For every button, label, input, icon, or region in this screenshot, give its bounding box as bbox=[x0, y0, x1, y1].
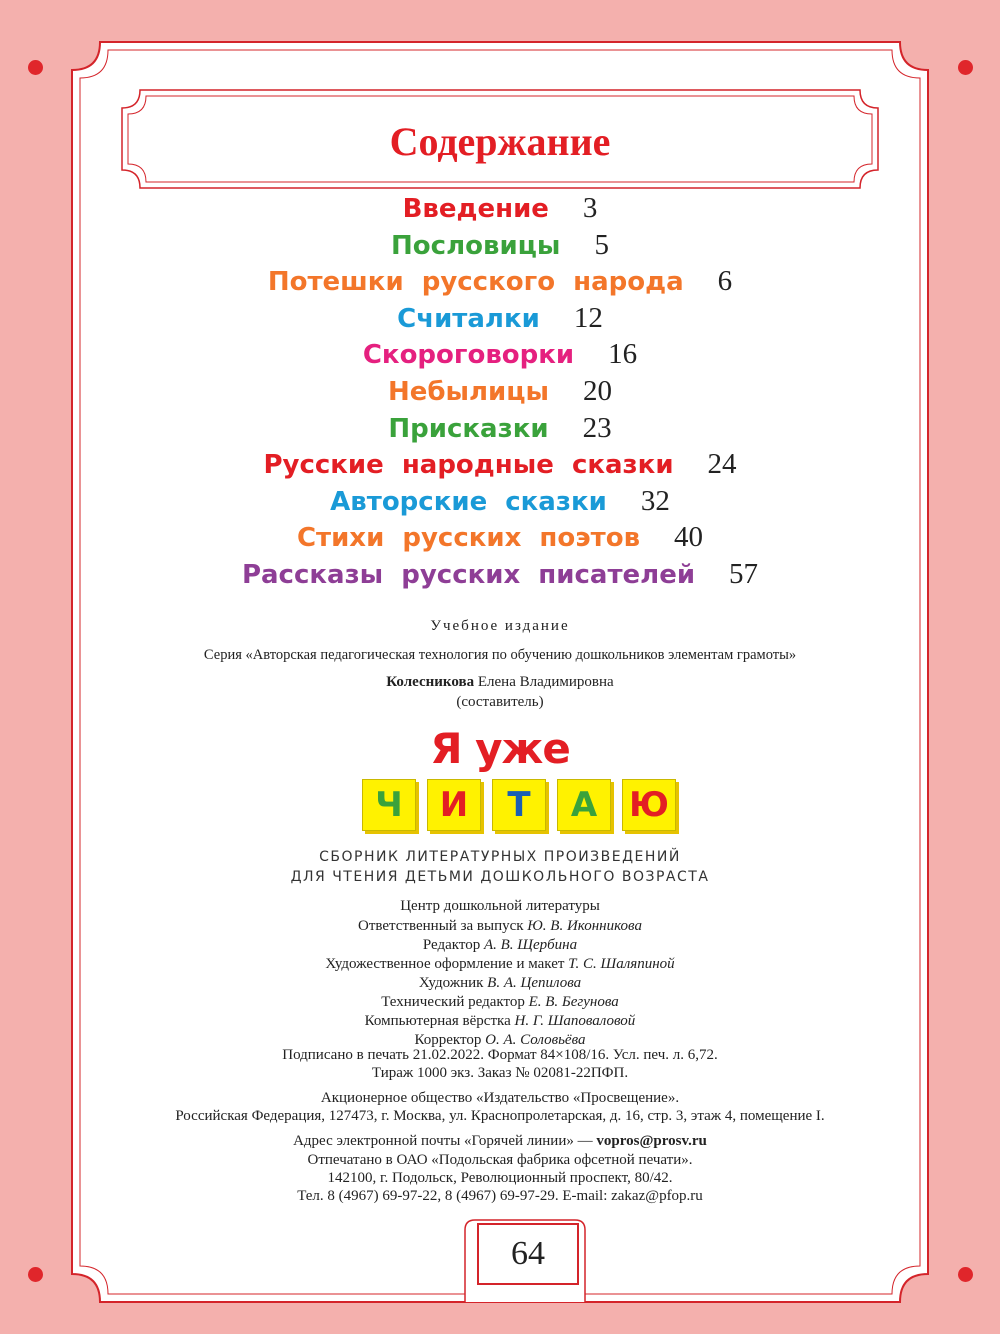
toc-label: Введение bbox=[402, 194, 549, 224]
toc-label: Русские народные сказки bbox=[263, 450, 674, 481]
credit-role: Компьютерная вёрстка bbox=[364, 1013, 511, 1029]
page-title: Содержание bbox=[389, 119, 611, 164]
toc-label: Пословицы bbox=[391, 230, 561, 261]
brand-letter-block: Ч bbox=[362, 779, 416, 831]
toc-row[interactable] bbox=[0, 410, 1000, 447]
toc-page-number: 3 bbox=[582, 192, 598, 224]
brand-letter-block: Т bbox=[492, 779, 546, 831]
print-info-2: Тираж 1000 экз. Заказ № 02081-22ПФП. bbox=[371, 1065, 629, 1081]
toc-row[interactable] bbox=[0, 373, 1000, 410]
credit-name: В. А. Цепилова bbox=[487, 975, 582, 991]
author-name: Елена Владимировна bbox=[477, 674, 614, 690]
brand-letter-blocks bbox=[0, 779, 1000, 831]
toc-row[interactable] bbox=[0, 227, 1000, 264]
subtitle-line-1: СБОРНИК ЛИТЕРАТУРНЫХ ПРОИЗВЕДЕНИЙ bbox=[319, 849, 681, 865]
corner-dot-top-right bbox=[958, 60, 973, 75]
credit-name: Н. Г. Шаповаловой bbox=[514, 1013, 636, 1029]
toc-label: Стихи русских поэтов bbox=[296, 523, 641, 554]
toc-label: Скороговорки bbox=[362, 340, 575, 371]
toc-page-number: 40 bbox=[674, 521, 704, 554]
toc-label: Авторские сказки bbox=[330, 486, 607, 517]
author-surname: Колесникова bbox=[386, 674, 475, 690]
printer-2: 142100, г. Подольск, Революционный проспект, 80/42. bbox=[327, 1170, 673, 1186]
credit-role: Корректор bbox=[414, 1032, 482, 1048]
credit-name: Е. В. Бегунова bbox=[528, 994, 619, 1010]
brand-letter-block: А bbox=[557, 779, 611, 831]
toc-label: Потешки русского народа bbox=[267, 267, 684, 298]
brand-top-text: Я уже bbox=[430, 724, 570, 773]
credit-name: Ю. В. Иконникова bbox=[527, 918, 642, 934]
toc-page-number: 57 bbox=[729, 557, 759, 590]
author-line bbox=[0, 674, 1000, 691]
toc-page-number: 24 bbox=[707, 448, 737, 481]
toc-row[interactable] bbox=[0, 446, 1000, 483]
subtitle-line-2: ДЛЯ ЧТЕНИЯ ДЕТЬМИ ДОШКОЛЬНОГО ВОЗРАСТА bbox=[290, 869, 710, 885]
toc-row[interactable] bbox=[0, 519, 1000, 556]
printer-1: Отпечатано в ОАО «Подольская фабрика офсетной печати». bbox=[307, 1152, 693, 1168]
toc-row[interactable] bbox=[0, 336, 1000, 373]
credit-role: Ответственный за выпуск bbox=[358, 918, 524, 934]
toc-page-number: 23 bbox=[582, 411, 612, 444]
credit-role: Технический редактор bbox=[381, 994, 525, 1010]
toc-page-number: 12 bbox=[573, 301, 603, 334]
table-of-contents bbox=[0, 190, 1000, 593]
series-line: Серия «Авторская педагогическая технология по обучению дошкольников элементам грамоты» bbox=[203, 647, 797, 663]
print-info-1: Подписано в печать 21.02.2022. Формат 84×108/16. Усл. печ. л. 6,72. bbox=[282, 1047, 718, 1063]
credit-line bbox=[0, 937, 1000, 954]
credit-line bbox=[0, 956, 1000, 973]
toc-page-number: 5 bbox=[594, 228, 609, 261]
toc-page-number: 6 bbox=[717, 265, 733, 298]
email-link[interactable]: vopros@prosv.ru bbox=[596, 1133, 707, 1149]
credit-role: Редактор bbox=[422, 937, 481, 953]
credit-name: О. А. Соловьёва bbox=[485, 1032, 586, 1048]
toc-page-number: 16 bbox=[608, 338, 638, 371]
page-number: 64 bbox=[477, 1223, 579, 1285]
edition-type: Учебное издание bbox=[430, 618, 570, 634]
credit-name: А. В. Щербина bbox=[483, 937, 578, 953]
credit-line bbox=[0, 994, 1000, 1011]
credit-line bbox=[0, 918, 1000, 935]
toc-row[interactable] bbox=[0, 556, 1000, 593]
brand-letter-block: Ю bbox=[622, 779, 676, 831]
toc-row[interactable] bbox=[0, 263, 1000, 300]
corner-dot-bottom-left bbox=[28, 1267, 43, 1282]
toc-label: Присказки bbox=[388, 413, 549, 444]
credit-role: Художественное оформление и макет bbox=[325, 956, 565, 972]
credit-line bbox=[0, 1013, 1000, 1030]
corner-dot-bottom-right bbox=[958, 1267, 973, 1282]
toc-row[interactable] bbox=[0, 300, 1000, 337]
credit-line bbox=[0, 975, 1000, 992]
toc-row[interactable] bbox=[0, 190, 1000, 227]
toc-label: Небылицы bbox=[387, 376, 550, 407]
email-prefix: Адрес электронной почты «Горячей линии» — bbox=[293, 1133, 593, 1149]
credit-role: Художник bbox=[418, 975, 484, 991]
center-line: Центр дошкольной литературы bbox=[400, 898, 600, 914]
toc-label: Считалки bbox=[397, 303, 540, 334]
toc-page-number: 32 bbox=[640, 484, 670, 517]
credit-name: Т. С. Шаляпиной bbox=[568, 956, 675, 972]
toc-page-number: 20 bbox=[583, 374, 613, 407]
corner-dot-top-left bbox=[28, 60, 43, 75]
toc-label: Рассказы русских писателей bbox=[241, 559, 696, 590]
email-line bbox=[0, 1133, 1000, 1150]
publisher-1: Акционерное общество «Издательство «Просвещение». bbox=[320, 1090, 680, 1106]
author-role: (составитель) bbox=[456, 694, 544, 710]
printer-3: Тел. 8 (4967) 69-97-22, 8 (4967) 69-97-29. E-mail: zakaz@pfop.ru bbox=[297, 1188, 703, 1204]
toc-row[interactable] bbox=[0, 483, 1000, 520]
brand-letter-block: И bbox=[427, 779, 481, 831]
publisher-2: Российская Федерация, 127473, г. Москва, ул. Краснопролетарская, д. 16, стр. 3, этаж 4, помещение I. bbox=[175, 1108, 825, 1124]
